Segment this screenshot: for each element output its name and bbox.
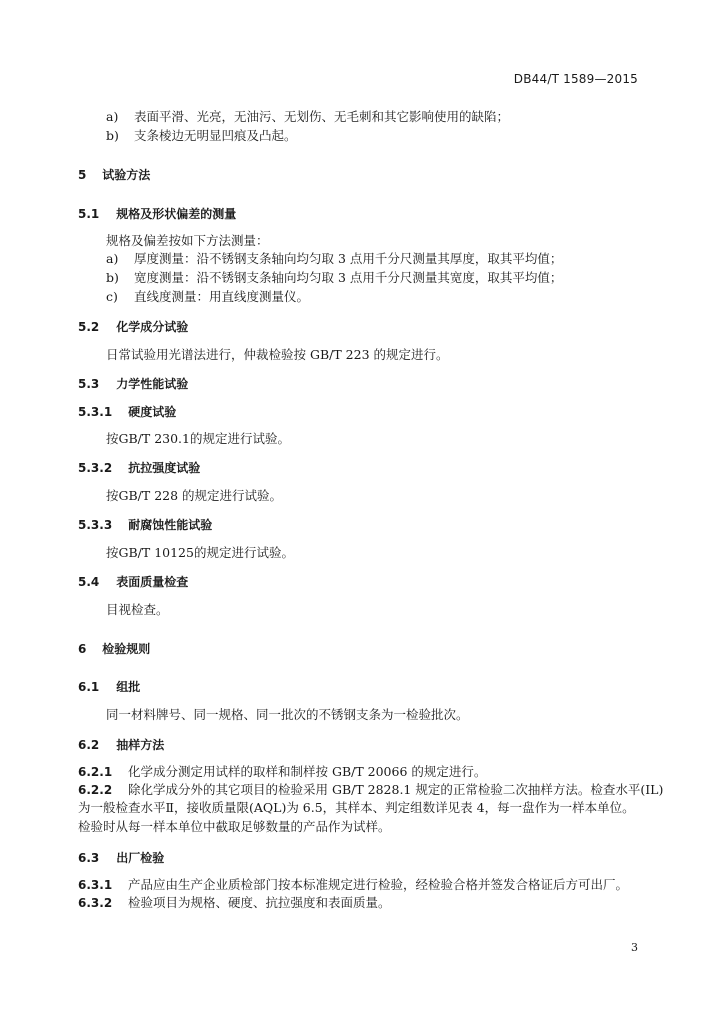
section-number: 5.3.1 <box>78 405 113 419</box>
section-title: 出厂检验 <box>116 851 165 865</box>
section-title: 组批 <box>116 680 141 694</box>
section-heading-5 <box>78 167 150 183</box>
section-number: 6 <box>78 642 87 656</box>
section-title: 抗拉强度试验 <box>128 461 201 475</box>
list-item <box>106 109 509 125</box>
clause-6-2-1 <box>78 764 486 780</box>
section-title: 检验规则 <box>102 642 151 656</box>
page-number: 3 <box>631 941 638 954</box>
list-text: 支条棱边无明显凹痕及凸起。 <box>133 128 297 143</box>
clause-text: 化学成分测定用试样的取样和制样按 GB/T 20066 的规定进行。 <box>127 764 487 779</box>
list-label: a) <box>106 251 119 266</box>
section-title: 力学性能试验 <box>116 377 189 391</box>
clause-text: 产品应由生产企业质检部门按本标准规定进行检验，经检验合格并签发合格证后方可出厂。 <box>127 877 628 892</box>
list-item <box>106 289 309 305</box>
section-title: 硬度试验 <box>128 405 177 419</box>
paragraph: 按GB/T 230.1的规定进行试验。 <box>106 431 290 446</box>
clause-number: 6.2.1 <box>78 765 113 779</box>
paragraph: 日常试验用光谱法进行，仲裁检验按 GB/T 223 的规定进行。 <box>106 347 449 362</box>
list-label: b) <box>106 270 119 285</box>
section-number: 5.3.2 <box>78 461 113 475</box>
section-number: 5.3.3 <box>78 518 113 532</box>
clause-number: 6.2.2 <box>78 783 113 797</box>
clause-text: 检验项目为规格、硬度、抗拉强度和表面质量。 <box>127 895 391 910</box>
section-heading-5-3-2 <box>78 460 200 476</box>
list-item <box>106 128 297 144</box>
list-item <box>106 270 562 286</box>
section-title: 耐腐蚀性能试验 <box>128 518 213 532</box>
list-text: 厚度测量：沿不锈钢支条轴向均匀取 3 点用千分尺测量其厚度，取其平均值； <box>133 251 563 266</box>
section-number: 6.2 <box>78 738 100 752</box>
list-label: a) <box>106 109 119 124</box>
section-heading-5-3-3 <box>78 517 212 533</box>
section-heading-5-3-1 <box>78 404 176 420</box>
paragraph: 同一材料牌号、同一规格、同一批次的不锈钢支条为一检验批次。 <box>106 707 469 722</box>
document-id-header: DB44/T 1589—2015 <box>513 72 638 86</box>
list-text: 表面平滑、光亮，无油污、无划伤、无毛刺和其它影响使用的缺陷； <box>133 109 509 124</box>
section-number: 5 <box>78 168 87 182</box>
section-number: 5.1 <box>78 207 100 221</box>
section-heading-5-4 <box>78 574 188 590</box>
section-title: 化学成分试验 <box>116 320 189 334</box>
section-number: 6.3 <box>78 851 100 865</box>
section-number: 6.1 <box>78 680 100 694</box>
section-heading-5-3 <box>78 376 188 392</box>
section-title: 表面质量检查 <box>116 575 189 589</box>
paragraph: 按GB/T 10125的规定进行试验。 <box>106 545 294 560</box>
clause-number: 6.3.2 <box>78 896 113 910</box>
paragraph: 按GB/T 228 的规定进行试验。 <box>106 488 283 503</box>
section-title: 试验方法 <box>102 168 151 182</box>
clause-6-3-2 <box>78 895 391 911</box>
clause-6-2-2 <box>78 782 663 798</box>
section-number: 5.4 <box>78 575 100 589</box>
clause-text: 除化学成分外的其它项目的检验采用 GB/T 2828.1 规定的正常检验二次抽样方法。检查水平(IL) <box>127 782 664 797</box>
clause-number: 6.3.1 <box>78 878 113 892</box>
clause-continuation: 检验时从每一样本单位中截取足够数量的产品作为试样。 <box>78 819 391 834</box>
section-heading-6-2 <box>78 737 164 753</box>
list-item <box>106 251 562 267</box>
clause-6-3-1 <box>78 877 628 893</box>
list-text: 宽度测量：沿不锈钢支条轴向均匀取 3 点用千分尺测量其宽度，取其平均值； <box>133 270 563 285</box>
section-title: 抽样方法 <box>116 738 165 752</box>
paragraph: 规格及偏差按如下方法测量： <box>106 233 269 248</box>
paragraph: 目视检查。 <box>106 602 169 617</box>
section-heading-5-1 <box>78 206 236 222</box>
section-heading-6-1 <box>78 679 140 695</box>
section-number: 5.3 <box>78 377 100 391</box>
list-label: b) <box>106 128 119 143</box>
clause-continuation: 为一般检查水平Ⅱ，接收质量限(AQL)为 6.5，其样本、判定组数详见表 4，每一盘作为一样本单位。 <box>78 800 635 815</box>
section-heading-6 <box>78 641 150 657</box>
section-heading-5-2 <box>78 319 188 335</box>
list-text: 直线度测量：用直线度测量仪。 <box>133 289 309 304</box>
list-label: c) <box>106 289 118 304</box>
section-heading-6-3 <box>78 850 164 866</box>
section-title: 规格及形状偏差的测量 <box>116 207 237 221</box>
section-number: 5.2 <box>78 320 100 334</box>
